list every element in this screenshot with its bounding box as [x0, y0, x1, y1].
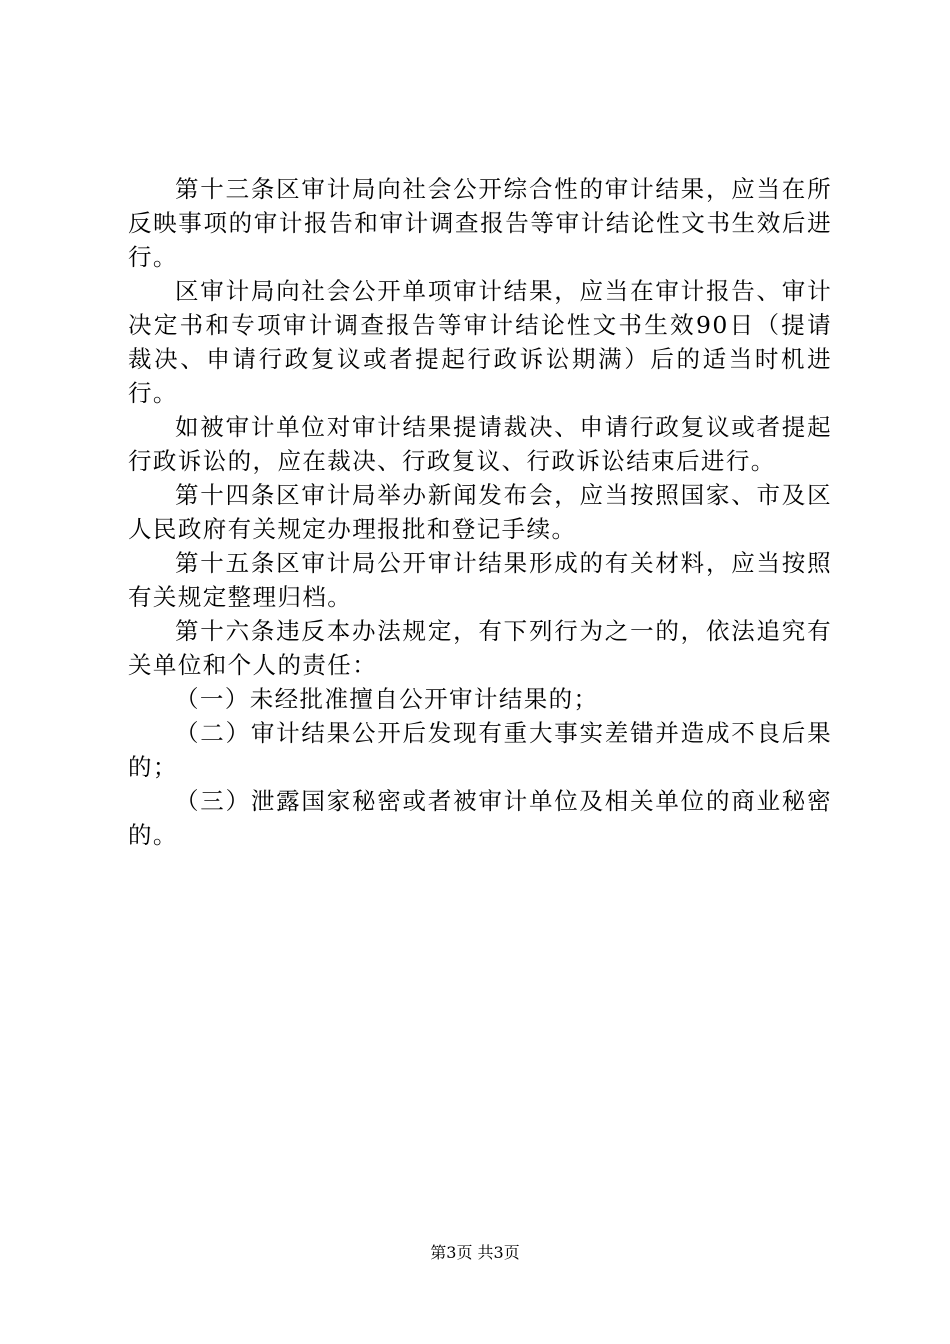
paragraph-article-14: 第十四条区审计局举办新闻发布会，应当按照国家、市及区人民政府有关规定办理报批和登记手续。 [128, 481, 832, 543]
paragraph-article-16: 第十六条违反本办法规定，有下列行为之一的，依法追究有关单位和个人的责任： [128, 617, 832, 679]
list-item-3: （三）泄露国家秘密或者被审计单位及相关单位的商业秘密的。 [128, 787, 832, 849]
paragraph-single-audit-disclosure: 区审计局向社会公开单项审计结果，应当在审计报告、审计决定书和专项审计调查报告等审计结论性文书生效90日（提请裁决、申请行政复议或者提起行政诉讼期满）后的适当时机进行。 [128, 277, 832, 407]
document-body [128, 172, 832, 852]
page-footer: 第3页 共3页 [430, 1243, 520, 1262]
list-item-1: （一）未经批准擅自公开审计结果的； [175, 685, 599, 713]
list-item-2: （二）审计结果公开后发现有重大事实差错并造成不良后果的； [128, 719, 832, 781]
paragraph-article-13: 第十三条区审计局向社会公开综合性的审计结果，应当在所反映事项的审计报告和审计调查报告等审计结论性文书生效后进行。 [128, 175, 832, 271]
paragraph-dispute-disclosure: 如被审计单位对审计结果提请裁决、申请行政复议或者提起行政诉讼的，应在裁决、行政复议、行政诉讼结束后进行。 [128, 413, 832, 475]
paragraph-article-15: 第十五条区审计局公开审计结果形成的有关材料，应当按照有关规定整理归档。 [128, 549, 832, 611]
